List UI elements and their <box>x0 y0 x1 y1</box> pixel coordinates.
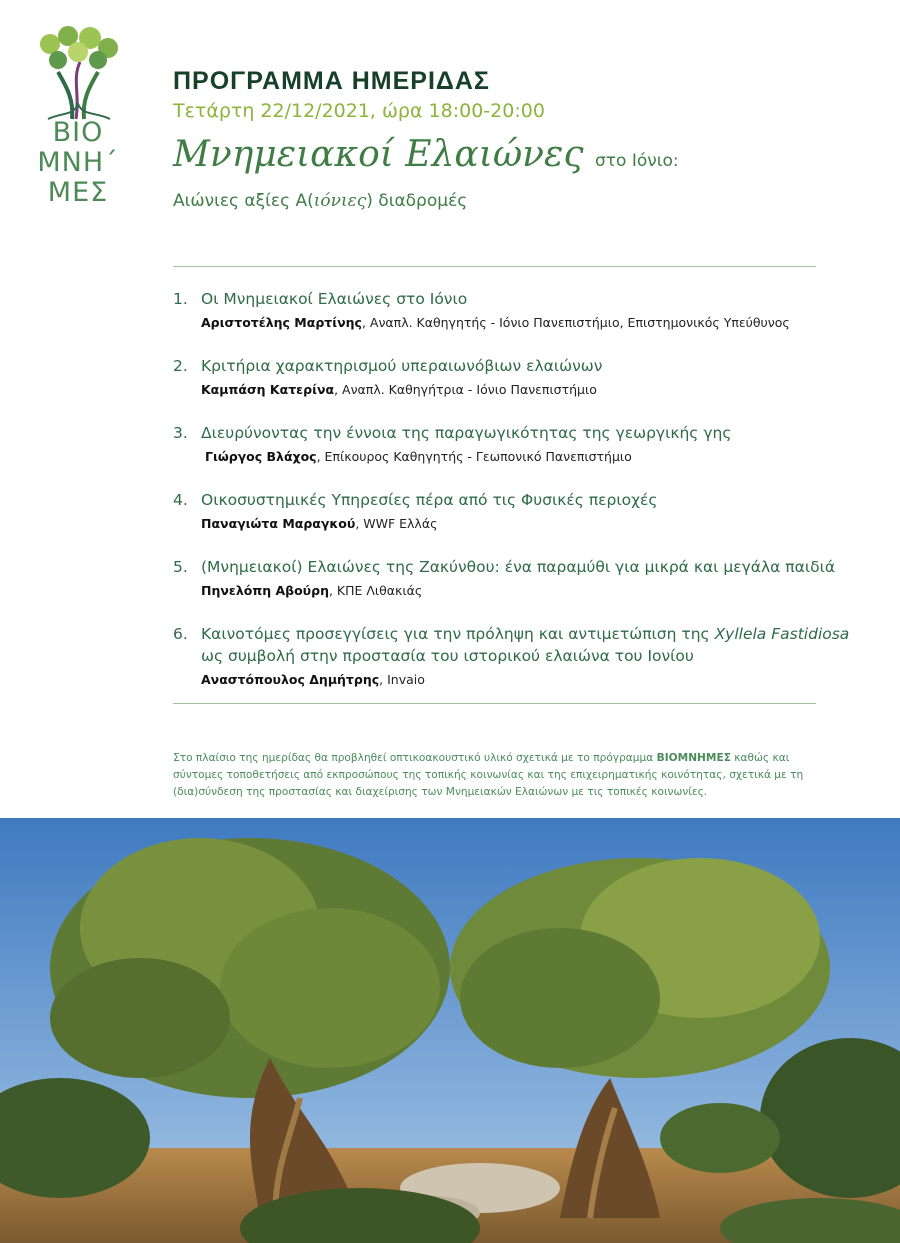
biomnimes-logo-tree-icon <box>28 24 128 124</box>
bottom-divider <box>173 703 816 704</box>
speaker-name: Αναστόπουλος Δημήτρης <box>201 672 380 687</box>
talk-list <box>173 288 853 712</box>
speaker-name: Αριστοτέλης Μαρτίνης <box>201 315 362 330</box>
header <box>173 66 873 213</box>
main-title-suffix: στο Ιόνιο: <box>595 151 679 171</box>
speaker-name: Πηνελόπη Αβούρη <box>201 583 329 598</box>
talk-title: Διευρύνοντας την έννοια της παραγωγικότητας της γεωργικής γης <box>201 424 732 442</box>
logo-text: BIO ΜΝΗ΄ ΜΕΣ <box>37 117 119 208</box>
talk-title: Καινοτόμες προσεγγίσεις για την πρόληψη και αντιμετώπιση της Xyllela Fastidiosa ως συμβολή στην προστασία του ιστορικού ελαιώνα του Ιονίου <box>201 625 850 665</box>
talk-item: 6. Καινοτόμες προσεγγίσεις για την πρόληψη και αντιμετώπιση της Xyllela Fastidiosa ως συμβολή στην προστασία του ιστορικού ελαιώνα του Ιονίου Αναστόπουλος Δημήτρης, Invaio <box>173 625 850 687</box>
program-title: ΠΡΟΓΡΑΜΜΑ ΗΜΕΡΙΔΑΣ <box>173 67 490 95</box>
talk-item: 2. Κριτήρια χαρακτηρισμού υπεραιωνόβιων ελαιώνων Καμπάση Κατερίνα, Αναπλ. Καθηγήτρια - Ιόνιο Πανεπιστήμιο <box>173 357 603 397</box>
event-date: Τετάρτη 22/12/2021, ώρα 18:00-20:00 <box>173 100 545 122</box>
main-title <box>173 133 873 183</box>
main-title-text: Μνημειακοί Ελαιώνες <box>173 134 584 175</box>
speaker-name: Γιώργος Βλάχος <box>205 449 317 464</box>
olive-trees-photo <box>0 818 900 1243</box>
talk-item: 1. Οι Μνημειακοί Ελαιώνες στο Ιόνιο Αριστοτέλης Μαρτίνης, Αναπλ. Καθηγητής - Ιόνιο Πανεπιστήμιο, Επιστημονικός Υπεύθυνος <box>173 290 790 330</box>
talk-title: Οικοσυστημικές Υπηρεσίες πέρα από τις Φυσικές περιοχές <box>201 491 658 509</box>
talk-item: 4. Οικοσυστημικές Υπηρεσίες πέρα από τις Φυσικές περιοχές Παναγιώτα Μαραγκού, WWF Ελλάς <box>173 491 658 531</box>
talk-title: Οι Μνημειακοί Ελαιώνες στο Ιόνιο <box>201 290 468 308</box>
subtitle: Αιώνιες αξίες Α(ιόνιες) διαδρομές <box>173 191 468 211</box>
talk-item: 3. Διευρύνοντας την έννοια της παραγωγικότητας της γεωργικής γης Γιώργος Βλάχος, Επίκουρος Καθηγητής - Γεωπονικό Πανεπιστήμιο <box>173 424 732 464</box>
speaker-name: Καμπάση Κατερίνα <box>201 382 335 397</box>
talk-item: 5. (Μνημειακοί) Ελαιώνες της Ζακύνθου: ένα παραμύθι για μικρά και μεγάλα παιδιά Πηνελόπη Αβούρη, ΚΠΕ Λιθακιάς <box>173 558 836 598</box>
talk-title: (Μνημειακοί) Ελαιώνες της Ζακύνθου: ένα παραμύθι για μικρά και μεγάλα παιδιά <box>201 558 836 576</box>
talk-title: Κριτήρια χαρακτηρισμού υπεραιωνόβιων ελαιώνων <box>201 357 603 375</box>
speaker-name: Παναγιώτα Μαραγκού <box>201 516 356 531</box>
event-note: Στο πλαίσιο της ημερίδας θα προβληθεί οπτικοακουστικό υλικό σχετικά με το πρόγραμμα ΒΙΟΜΝΗΜΕΣ καθώς και σύντομες τοποθετήσεις από εκπροσώπους της τοπικής κοινωνίας και της επιχειρηματικής κοινότητας, σχετικά με τη (δια)σύνδεση της προστασίας και διαχείρισης των Μνημειακών Ελαιώνων με τις τοπικές κοινωνίες. <box>173 752 804 798</box>
top-divider <box>173 266 816 267</box>
